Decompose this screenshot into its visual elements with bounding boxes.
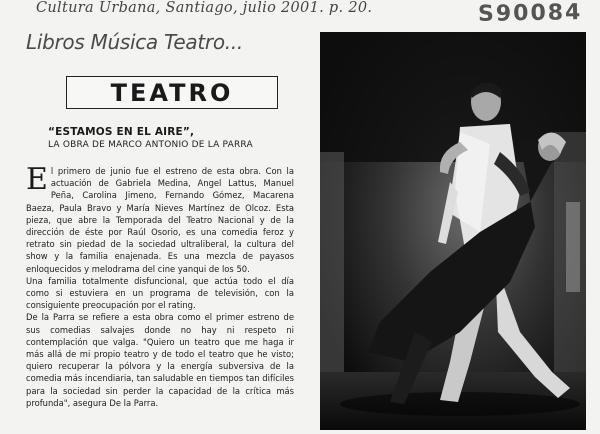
section-banner [66,76,278,109]
article-paragraph-1-text: l primero de junio fue el estreno de esta obra. Con la actuación de Gabriela Medina, Angel Lattus, Manuel Peña, Carolina Jimeno, Fernando Gómez, Macarena Baeza, Paula Bravo y María Nieves Martínez de Olcoz. Esta pieza, que abre la Temporada del Teatro Nacional y de la dirección de éste por Raúl Osorio, es una comedia feroz y retrato sin piedad de la sociedad ultraliberal, la cultura del show y la familia enajenada. Es una mezcla de payasos enloquecidos y melodrama del cine yanqui de los 50. [26,166,294,274]
section-categories: Libros Música Teatro... [26,30,243,54]
stage-photo [320,32,586,430]
stage-door-left [320,152,344,382]
drop-cap: E [26,162,48,197]
stage-picture-frame [566,202,580,292]
archive-stamp-number: S90084 [477,0,583,27]
stage-photo-illustration [320,32,586,430]
section-banner-title: TEATRO [110,79,234,107]
article-body [26,162,294,409]
article-paragraph-2: Una familia totalmente disfuncional, que actúa todo el día como si estuviera en un programa de televisión, con la consiguiente preocupación por el rating. [26,275,294,311]
floor-shadow [340,392,580,416]
article-paragraph-1 [26,162,294,275]
article-headline: “ESTAMOS EN EL AIRE”, [48,126,195,138]
article-subheadline: LA OBRA DE MARCO ANTONIO DE LA PARRA [48,140,253,150]
article-paragraph-3: De la Parra se refiere a esta obra como el primer estreno de sus comedias salvajes donde no hay ni respeto ni contemplación que valga. "Quiero un teatro que me haga ir más allá de mi propio teatro y de todo el teatro que he visto; quiero recuperar la pólvora y la energía subversiva de la comedia más incendiaria, tan saludable en tiempos tan difíciles para la sociedad sin perder la capacidad de la crítica más profunda", asegura De la Parra. [26,312,294,408]
handwritten-source-note: Cultura Urbana, Santiago, julio 2001. p. 20. [36,0,373,16]
